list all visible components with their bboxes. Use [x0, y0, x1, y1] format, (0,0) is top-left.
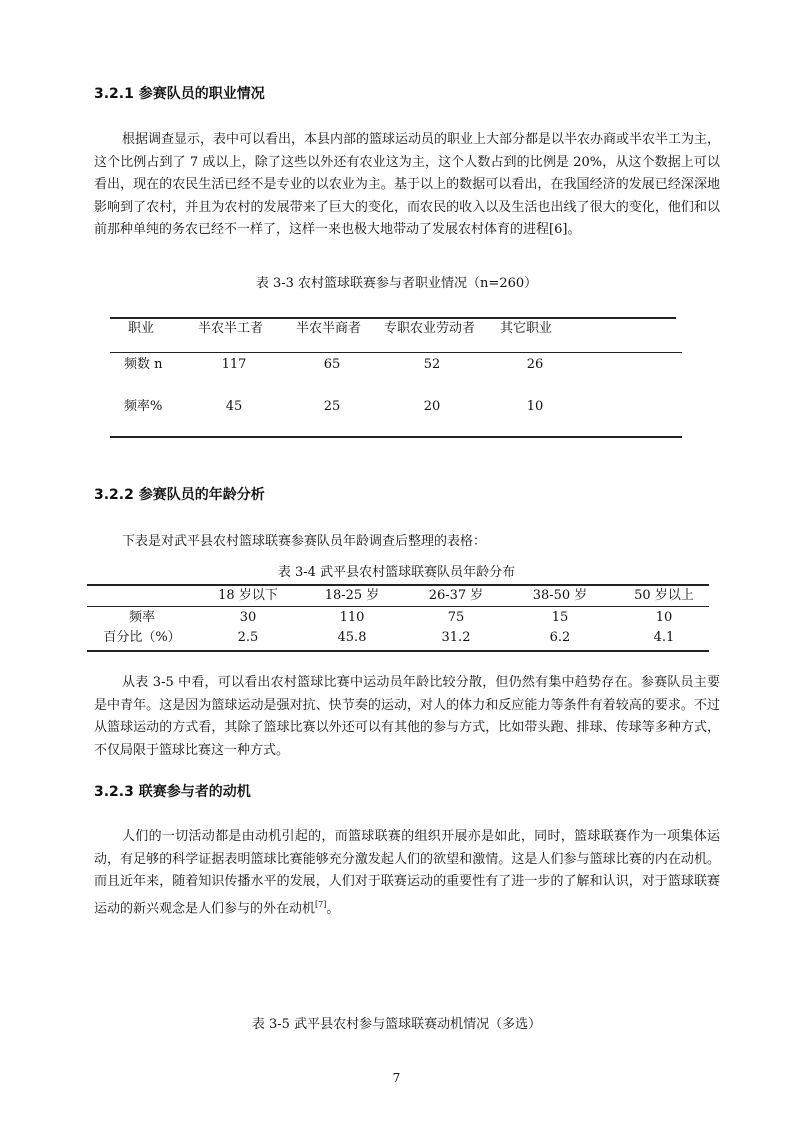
table-3-3-cell: 25: [323, 399, 341, 414]
section-3-2-2-paragraph: 从表 3-5 中看，可以看出农村篮球比赛中运动员年龄比较分散，但仍然有集中趋势存在。参赛队员主要是中青年。这是因为篮球运动是强对抗、快节奏的运动，对人的体力和反应能力等条件有着较高的要求。不过从篮球运动的方式看，其除了篮球比赛以外还可以有其他的参与方式，比如带头跑、排球、传球等多种方式，不仅局限于篮球比赛这一种方式。: [94, 675, 720, 758]
table-3-3-header-cell: 半农半工者: [198, 321, 264, 336]
table-3-4-caption: 表 3-4 武平县农村篮球联赛队员年龄分布: [277, 565, 516, 580]
table-3-3-header-cell: 专职农业劳动者: [384, 321, 476, 336]
page-number: 7: [392, 1071, 401, 1085]
table-3-3-cell: 65: [323, 357, 341, 372]
table-3-5-caption: 表 3-5 武平县农村参与篮球联赛动机情况（多选）: [251, 1017, 542, 1032]
table-3-4-header-cell: 38-50 岁: [532, 588, 588, 603]
table-3-4-header-cell: 18-25 岁: [324, 588, 380, 603]
section-heading-3-2-2: 3.2.2 参赛队员的年龄分析: [94, 487, 265, 503]
section-3-2-3-text: 人们的一切活动都是由动机引起的，而篮球联赛的组织开展亦是如此，同时，篮球联赛作为一项集体运动，有足够的科学证据表明篮球比赛能够充分激发起人们的欲望和激情。这是人们参与篮球比赛的内在动机。而且近年来，随着知识传播水平的发展，人们对于联赛运动的重要性有了进一步的了解和认识，对于篮球联赛运动的新兴观念是人们参与的外在动机: [94, 829, 720, 916]
table-3-3-row-label: 频数 n: [124, 357, 163, 372]
table-3-3-header-rule: [110, 352, 682, 353]
table-3-4-bottom-rule: [87, 650, 709, 652]
section-3-2-3-paragraph: [94, 826, 720, 920]
table-3-3-caption: 表 3-3 农村篮球联赛参与者职业情况（n=260）: [255, 276, 538, 291]
table-3-4-cell: 30: [239, 610, 257, 625]
table-3-3-bottom-rule: [110, 436, 682, 438]
table-3-4-header-cell: 50 岁以上: [634, 588, 694, 603]
section-3-2-3-end: 。: [326, 900, 340, 916]
table-3-4-cell: 4.1: [653, 630, 675, 645]
section-heading-3-2-1: 3.2.1 参赛队员的职业情况: [94, 86, 265, 102]
table-3-3-row-label: 频率%: [124, 399, 163, 414]
table-3-3-cell: 20: [423, 399, 441, 414]
table-3-4-top-rule: [87, 584, 709, 586]
table-3-3-header-cell: 职业: [128, 321, 155, 336]
table-3-4-header-cell: 26-37 岁: [428, 588, 484, 603]
section-3-2-1-paragraph: 根据调查显示，表中可以看出，本县内部的篮球运动员的职业上大部分都是以半农办商或半农半工为主，这个比例占到了 7 成以上，除了这些以外还有农业这为主，这个人数占到的比例是 20%，从这个数据上可以看出，现在的农民生活已经不是专业的以农业为主。基于以上的数据可以看出，在我国经济的发展已经深深地影响到了农村，并且为农村的发展带来了巨大的变化，而农民的收入以及生活也出线了很大的变化，他们和以前那种单纯的务农已经不一样了，这样一来也极大地带动了发展农村体育的进程[6]。: [94, 132, 721, 237]
table-3-4-cell: 15: [551, 610, 569, 625]
citation-7: [7]: [315, 899, 327, 909]
table-3-4-cell: 6.2: [549, 630, 571, 645]
section-heading-3-2-3: 3.2.3 联赛参与者的动机: [94, 784, 251, 800]
table-3-3-cell: 117: [221, 357, 247, 372]
table-3-3-cell: 52: [423, 357, 441, 372]
section-3-2-2-intro: 下表是对武平县农村篮球联赛参赛队员年龄调查后整理的表格：: [122, 534, 487, 549]
table-3-4-row-label: 频率: [128, 610, 155, 625]
table-3-4-cell: 110: [339, 610, 365, 625]
table-3-4-cell: 10: [655, 610, 673, 625]
table-3-3-cell: 26: [526, 357, 544, 372]
table-3-3-header-cell: 半农半商者: [296, 321, 362, 336]
table-3-4-header-rule: [87, 606, 709, 607]
table-3-4-header-cell: 18 岁以下: [218, 588, 278, 603]
table-3-4-cell: 31.2: [441, 630, 471, 645]
table-3-4-cell: 75: [447, 610, 465, 625]
table-3-3-cell: 10: [526, 399, 544, 414]
table-3-4-row-label: 百分比（%）: [103, 630, 181, 645]
table-3-3-header-cell: 其它职业: [500, 321, 553, 336]
table-3-4-cell: 2.5: [237, 630, 259, 645]
table-3-3-cell: 45: [225, 399, 243, 414]
table-3-4-cell: 45.8: [337, 630, 367, 645]
table-3-3-top-rule: [110, 317, 676, 319]
